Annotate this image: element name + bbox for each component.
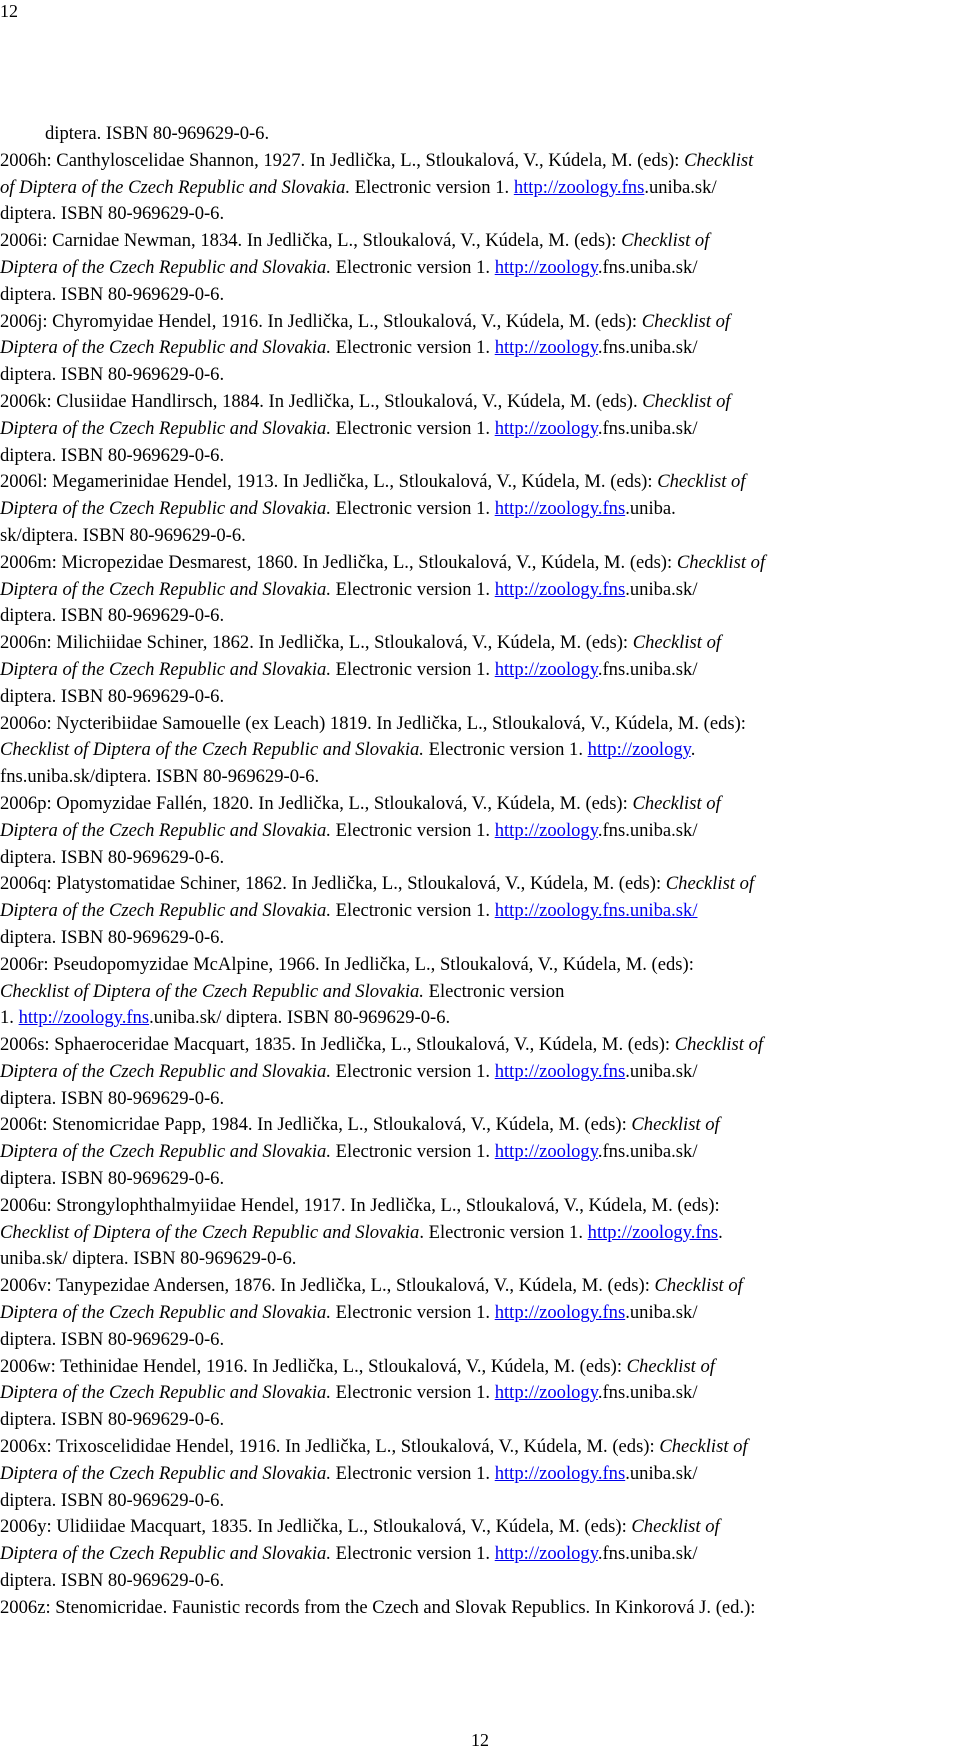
reference-text: Electronic version bbox=[423, 980, 565, 1002]
reference-entry bbox=[0, 228, 958, 308]
reference-text: .fns.uniba.sk/ bbox=[597, 256, 698, 278]
url-link[interactable]: http://zoology bbox=[494, 417, 598, 439]
reference-text: 2006p: Opomyzidae Fallén, 1820. In Jedlička, L., Stloukalová, V., Kúdela, M. (eds): bbox=[0, 792, 633, 814]
reference-line bbox=[0, 1541, 958, 1568]
italic-title: Checklist of bbox=[626, 1355, 715, 1377]
italic-title: Diptera of the Czech Republic and Slovakia. bbox=[0, 337, 332, 359]
reference-line bbox=[0, 1407, 958, 1434]
page-number-bottom: 12 bbox=[471, 1730, 489, 1750]
reference-text: 2006t: Stenomicridae Papp, 1984. In Jedlička, L., Stloukalová, V., Kúdela, M. (eds): bbox=[0, 1114, 632, 1136]
reference-entry bbox=[0, 630, 958, 710]
reference-text: 2006x: Trixoscelididae Hendel, 1916. In Jedlička, L., Stloukalová, V., Kúdela, M. (eds): bbox=[0, 1436, 660, 1458]
url-link[interactable]: http://zoology.fns bbox=[494, 1302, 626, 1324]
reference-text: 2006q: Platystomatidae Schiner, 1862. In Jedlička, L., Stloukalová, V., Kúdela, M. (eds): bbox=[0, 873, 666, 895]
italic-title: Checklist of Diptera of the Czech Republic and Slovakia. bbox=[0, 739, 424, 761]
reference-line bbox=[0, 1005, 958, 1032]
reference-entry bbox=[0, 550, 958, 630]
reference-text: 2006y: Ulidiidae Macquart, 1835. In Jedlička, L., Stloukalová, V., Kúdela, M. (eds): bbox=[0, 1516, 632, 1538]
italic-title: Diptera of the Czech Republic and Slovakia. bbox=[0, 1382, 332, 1404]
reference-text: . bbox=[718, 1221, 723, 1243]
reference-line bbox=[0, 657, 958, 684]
url-link[interactable]: http://zoology.fns bbox=[513, 176, 645, 198]
reference-line bbox=[0, 1380, 958, 1407]
reference-text: .fns.uniba.sk/ bbox=[597, 417, 698, 439]
page-number-top: 12 bbox=[0, 1, 18, 21]
reference-line bbox=[0, 443, 958, 470]
reference-line bbox=[0, 630, 958, 657]
reference-text: Electronic version 1. bbox=[423, 739, 588, 761]
reference-text: .uniba.sk/ bbox=[625, 1060, 698, 1082]
reference-line bbox=[0, 175, 958, 202]
italic-title: Diptera of the Czech Republic and Slovakia. bbox=[0, 498, 332, 520]
url-link[interactable]: http://zoology.fns bbox=[18, 1007, 150, 1029]
url-link[interactable]: http://zoology.fns bbox=[494, 498, 626, 520]
reference-line bbox=[0, 1354, 958, 1381]
italic-title: Checklist of bbox=[676, 551, 766, 573]
italic-title: Checklist of bbox=[632, 792, 721, 814]
reference-text: diptera. ISBN 80-969629-0-6. bbox=[0, 605, 225, 627]
url-link[interactable]: http://zoology.fns bbox=[494, 578, 626, 600]
italic-title: Checklist of bbox=[657, 471, 746, 493]
url-link[interactable]: http://zoology.fns bbox=[494, 1462, 626, 1484]
reference-text: 2006k: Clusiidae Handlirsch, 1884. In Jedlička, L., Stloukalová, V., Kúdela, M. (eds). bbox=[0, 390, 643, 412]
reference-text: Electronic version 1. bbox=[331, 1462, 495, 1484]
reference-line bbox=[0, 764, 958, 791]
url-link[interactable]: http://zoology bbox=[494, 658, 598, 680]
reference-line bbox=[0, 791, 958, 818]
reference-text: .uniba. bbox=[625, 498, 676, 520]
reference-text: .uniba.sk/ bbox=[644, 176, 717, 198]
italic-title: Checklist of bbox=[654, 1275, 743, 1297]
reference-text: 2006l: Megamerinidae Hendel, 1913. In Jedlička, L., Stloukalová, V., Kúdela, M. (eds): bbox=[0, 471, 658, 493]
reference-text: diptera. ISBN 80-969629-0-6. bbox=[0, 926, 225, 948]
reference-text: Electronic version 1. bbox=[331, 1543, 495, 1565]
reference-text: 2006i: Carnidae Newman, 1834. In Jedlička, L., Stloukalová, V., Kúdela, M. (eds): bbox=[0, 230, 622, 252]
reference-text: diptera. ISBN 80-969629-0-6. bbox=[0, 846, 225, 868]
reference-text: 2006j: Chyromyidae Hendel, 1916. In Jedlička, L., Stloukalová, V., Kúdela, M. (eds): bbox=[0, 310, 642, 332]
reference-entry bbox=[0, 791, 958, 871]
italic-title: Diptera of the Czech Republic and Slovakia. bbox=[0, 1141, 332, 1163]
italic-title: Checklist of bbox=[674, 1034, 764, 1056]
reference-text: 2006u: Strongylophthalmyiidae Hendel, 1917. In Jedlička, L., Stloukalová, V., Kúdela, M. (eds): bbox=[0, 1194, 720, 1216]
italic-title: Checklist of Diptera of the Czech Republic and Slovakia. bbox=[0, 980, 424, 1002]
reference-line bbox=[0, 469, 958, 496]
reference-line bbox=[0, 818, 958, 845]
reference-line bbox=[0, 496, 958, 523]
reference-line bbox=[0, 711, 958, 738]
italic-title: Checklist of bbox=[631, 1114, 720, 1136]
reference-line bbox=[0, 684, 958, 711]
reference-text: . Electronic version 1. bbox=[419, 1221, 588, 1243]
reference-text: diptera. ISBN 80-969629-0-6. bbox=[0, 1328, 225, 1350]
reference-line bbox=[0, 282, 958, 309]
reference-text: Electronic version 1. bbox=[331, 1060, 495, 1082]
italic-title: Diptera of the Czech Republic and Slovakia. bbox=[0, 1462, 332, 1484]
reference-line bbox=[0, 577, 958, 604]
reference-text: Electronic version 1. bbox=[331, 256, 495, 278]
italic-title: Checklist of bbox=[631, 1516, 720, 1538]
reference-text: .fns.uniba.sk/ bbox=[597, 337, 698, 359]
reference-text: diptera. ISBN 80-969629-0-6. bbox=[0, 444, 225, 466]
italic-title: Checklist bbox=[684, 149, 754, 171]
reference-text: diptera. ISBN 80-969629-0-6. bbox=[0, 1087, 225, 1109]
reference-line bbox=[0, 1595, 958, 1622]
reference-line bbox=[0, 925, 958, 952]
reference-entry bbox=[0, 389, 958, 469]
italic-title: Diptera of the Czech Republic and Slovakia. bbox=[0, 658, 332, 680]
reference-text: .fns.uniba.sk/ bbox=[597, 658, 698, 680]
reference-line bbox=[0, 1139, 958, 1166]
url-link[interactable]: http://zoology bbox=[494, 256, 598, 278]
reference-text: .fns.uniba.sk/ bbox=[597, 1382, 698, 1404]
reference-text: 2006m: Micropezidae Desmarest, 1860. In Jedlička, L., Stloukalová, V., Kúdela, M. (eds): bbox=[0, 551, 677, 573]
reference-entry bbox=[0, 952, 958, 1032]
reference-text: . bbox=[690, 739, 696, 761]
reference-text: Electronic version 1. bbox=[350, 176, 514, 198]
reference-line bbox=[0, 1461, 958, 1488]
reference-text: diptera. ISBN 80-969629-0-6. bbox=[0, 1570, 225, 1592]
reference-text: Electronic version 1. bbox=[331, 819, 495, 841]
reference-entry bbox=[0, 309, 958, 389]
reference-line bbox=[0, 952, 958, 979]
italic-title: Diptera of the Czech Republic and Slovakia. bbox=[0, 1302, 332, 1324]
reference-text: 2006s: Sphaeroceridae Macquart, 1835. In Jedlička, L., Stloukalová, V., Kúdela, M. (eds): bbox=[0, 1034, 675, 1056]
reference-text: Electronic version 1. bbox=[331, 417, 495, 439]
reference-line bbox=[0, 898, 958, 925]
reference-line bbox=[0, 1112, 958, 1139]
reference-text: diptera. ISBN 80-969629-0-6. bbox=[0, 203, 225, 225]
reference-entry bbox=[0, 711, 958, 791]
reference-text: 2006w: Tethinidae Hendel, 1916. In Jedlička, L., Stloukalová, V., Kúdela, M. (eds): bbox=[0, 1355, 627, 1377]
italic-title: Diptera of the Czech Republic and Slovakia. bbox=[0, 1543, 332, 1565]
italic-title: Checklist of bbox=[659, 1436, 748, 1458]
reference-text: Electronic version 1. bbox=[331, 498, 495, 520]
italic-title: Checklist of bbox=[632, 632, 722, 654]
italic-title: Diptera of the Czech Republic and Slovakia. bbox=[0, 819, 332, 841]
italic-title: Diptera of the Czech Republic and Slovakia. bbox=[0, 417, 332, 439]
reference-text: fns.uniba.sk/diptera. ISBN 80-969629-0-6. bbox=[0, 766, 320, 788]
url-link[interactable]: http://zoology.fns bbox=[587, 1221, 719, 1243]
reference-text: diptera. ISBN 80-969629-0-6. bbox=[0, 1168, 225, 1190]
reference-text: Electronic version 1. bbox=[331, 1141, 495, 1163]
reference-entry bbox=[0, 1032, 958, 1112]
reference-text: diptera. ISBN 80-969629-0-6. bbox=[0, 1489, 225, 1511]
reference-text: .uniba.sk/ diptera. ISBN 80-969629-0-6. bbox=[149, 1007, 451, 1029]
reference-text: 2006r: Pseudopomyzidae McAlpine, 1966. In Jedlička, L., Stloukalová, V., Kúdela, M. (eds): bbox=[0, 953, 694, 975]
reference-text: sk/diptera. ISBN 80-969629-0-6. bbox=[0, 524, 246, 546]
italic-title: Diptera of the Czech Republic and Slovakia. bbox=[0, 900, 332, 922]
continued-reference-fragment: diptera. ISBN 80-969629-0-6. bbox=[45, 123, 270, 144]
reference-line bbox=[0, 1327, 958, 1354]
reference-line bbox=[0, 416, 958, 443]
reference-text: Electronic version 1. bbox=[331, 658, 495, 680]
reference-line bbox=[0, 228, 958, 255]
reference-line bbox=[0, 1059, 958, 1086]
url-link[interactable]: http://zoology bbox=[494, 337, 598, 359]
reference-text: Electronic version 1. bbox=[331, 900, 495, 922]
reference-line bbox=[0, 845, 958, 872]
reference-line bbox=[0, 1434, 958, 1461]
reference-text: .uniba.sk/ bbox=[625, 578, 698, 600]
reference-line bbox=[0, 201, 958, 228]
reference-text: 2006v: Tanypezidae Andersen, 1876. In Jedlička, L., Stloukalová, V., Kúdela, M. (eds): bbox=[0, 1275, 655, 1297]
reference-entry bbox=[0, 1434, 958, 1514]
reference-line bbox=[0, 389, 958, 416]
reference-line bbox=[0, 362, 958, 389]
reference-line bbox=[0, 255, 958, 282]
reference-entry bbox=[0, 1273, 958, 1353]
reference-text: Electronic version 1. bbox=[331, 1382, 495, 1404]
reference-line bbox=[0, 1220, 958, 1247]
italic-title: of Diptera of the Czech Republic and Slovakia. bbox=[0, 176, 351, 198]
url-link[interactable]: http://zoology bbox=[494, 1382, 598, 1404]
reference-text: .uniba.sk/ bbox=[625, 1302, 698, 1324]
url-link[interactable]: http://zoology bbox=[494, 1141, 598, 1163]
italic-title: Checklist of bbox=[641, 310, 731, 332]
reference-text: 2006o: Nycteribiidae Samouelle (ex Leach) 1819. In Jedlička, L., Stloukalová, V., Kúdela, M. (eds): bbox=[0, 712, 746, 734]
italic-title: Diptera of the Czech Republic and Slovakia. bbox=[0, 1060, 332, 1082]
reference-text: .fns.uniba.sk/ bbox=[597, 1141, 698, 1163]
reference-text: 1. bbox=[0, 1007, 19, 1029]
reference-line bbox=[0, 335, 958, 362]
reference-line bbox=[0, 550, 958, 577]
reference-entry bbox=[0, 1354, 958, 1434]
reference-text: Electronic version 1. bbox=[331, 1302, 495, 1324]
reference-line bbox=[0, 309, 958, 336]
reference-line bbox=[0, 1032, 958, 1059]
reference-line bbox=[0, 1568, 958, 1595]
reference-text: Electronic version 1. bbox=[331, 578, 495, 600]
reference-text: diptera. ISBN 80-969629-0-6. bbox=[0, 1409, 225, 1431]
reference-line bbox=[0, 979, 958, 1006]
reference-text: 2006h: Canthyloscelidae Shannon, 1927. In Jedlička, L., Stloukalová, V., Kúdela, M. (eds): bbox=[0, 149, 685, 171]
reference-text: 2006z: Stenomicridae. Faunistic records from the Czech and Slovak Republics. In Kinkorová J. (ed.): bbox=[0, 1596, 756, 1618]
reference-text: uniba.sk/ diptera. ISBN 80-969629-0-6. bbox=[0, 1248, 297, 1270]
reference-line bbox=[0, 1086, 958, 1113]
url-link[interactable]: http://zoology bbox=[587, 739, 691, 761]
reference-line bbox=[0, 603, 958, 630]
reference-entry bbox=[0, 871, 958, 951]
reference-entry bbox=[0, 148, 958, 228]
reference-text: 2006n: Milichiidae Schiner, 1862. In Jedlička, L., Stloukalová, V., Kúdela, M. (eds): bbox=[0, 632, 633, 654]
url-link[interactable]: http://zoology bbox=[494, 819, 598, 841]
reference-entry bbox=[0, 1595, 958, 1622]
reference-line bbox=[0, 1514, 958, 1541]
reference-text: .fns.uniba.sk/ bbox=[597, 1543, 698, 1565]
reference-text: .uniba.sk/ bbox=[625, 1462, 698, 1484]
reference-line bbox=[0, 1300, 958, 1327]
italic-title: Checklist of bbox=[665, 873, 755, 895]
url-link[interactable]: http://zoology bbox=[494, 1543, 598, 1565]
reference-line bbox=[0, 1488, 958, 1515]
reference-entry bbox=[0, 1193, 958, 1273]
reference-line bbox=[0, 1273, 958, 1300]
italic-title: Checklist of bbox=[621, 230, 710, 252]
reference-entry bbox=[0, 1514, 958, 1594]
url-link[interactable]: http://zoology.fns bbox=[494, 1060, 626, 1082]
italic-title: Diptera of the Czech Republic and Slovakia. bbox=[0, 256, 332, 278]
reference-list bbox=[0, 121, 958, 1622]
reference-line bbox=[0, 1193, 958, 1220]
reference-line bbox=[0, 737, 958, 764]
reference-line bbox=[0, 871, 958, 898]
reference-line bbox=[0, 1246, 958, 1273]
italic-title: Diptera of the Czech Republic and Slovakia. bbox=[0, 578, 332, 600]
reference-line bbox=[0, 523, 958, 550]
reference-entry bbox=[0, 1112, 958, 1192]
reference-text: diptera. ISBN 80-969629-0-6. bbox=[0, 283, 225, 305]
reference-text: .fns.uniba.sk/ bbox=[597, 819, 698, 841]
reference-text: diptera. ISBN 80-969629-0-6. bbox=[0, 364, 225, 386]
reference-entry bbox=[0, 469, 958, 549]
reference-line bbox=[0, 1166, 958, 1193]
url-link[interactable]: http://zoology.fns.uniba.sk/ bbox=[494, 900, 698, 922]
reference-line bbox=[0, 148, 958, 175]
reference-text: diptera. ISBN 80-969629-0-6. bbox=[0, 685, 225, 707]
italic-title: Checklist of Diptera of the Czech Republic and Slovakia bbox=[0, 1221, 420, 1243]
italic-title: Checklist of bbox=[642, 390, 731, 412]
reference-text: Electronic version 1. bbox=[331, 337, 495, 359]
